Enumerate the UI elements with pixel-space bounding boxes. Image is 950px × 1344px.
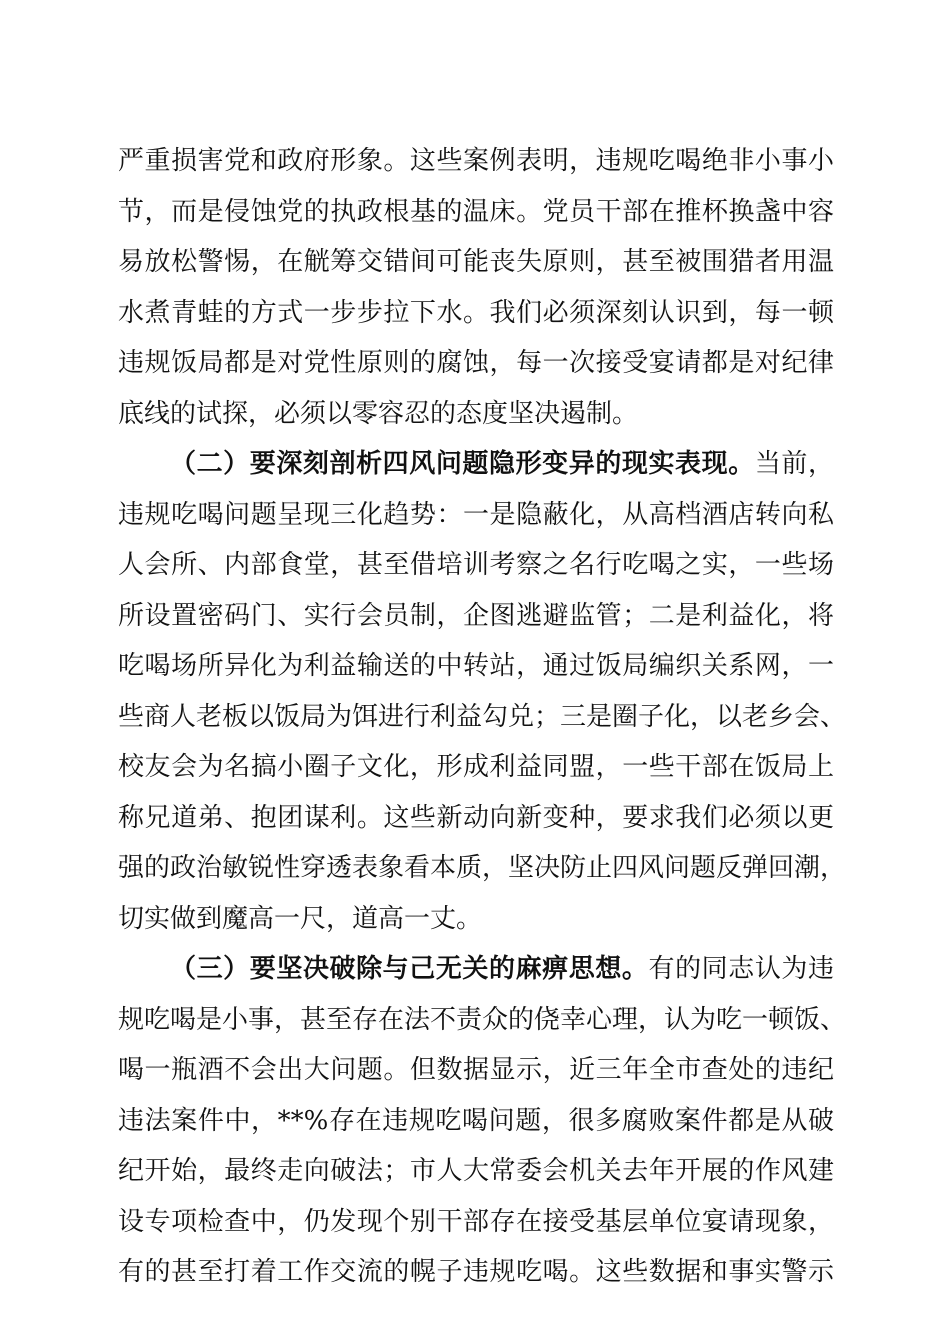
section-heading-rest: 当前， [754, 449, 834, 479]
paragraph-line: 吃喝场所异化为利益输送的中转站，通过饭局编织关系网，一 [118, 651, 834, 681]
paragraph-line: 底线的试探，必须以零容忍的态度坚决遏制。 [118, 398, 639, 429]
paragraph-line: 强的政治敏锐性穿透表象看本质，坚决防止四风问题反弹回潮， [118, 853, 847, 883]
section-heading-rest: 有的同志认为违 [648, 954, 834, 984]
paragraph-line: 违法案件中，**%存在违规吃喝问题，很多腐败案件都是从破 [118, 1105, 834, 1136]
paragraph-line: 切实做到魔高一尺，道高一丈。 [118, 903, 483, 934]
paragraph-line: 规吃喝是小事，甚至存在法不责众的侥幸心理，认为吃一顿饭、 [118, 1004, 847, 1035]
paragraph-line: 设专项检查中，仍发现个别干部存在接受基层单位宴请现象， [118, 1206, 834, 1237]
paragraph-line: 称兄道弟、抱团谋利。这些新动向新变种，要求我们必须以更 [118, 802, 834, 833]
paragraph-line: 喝一瓶酒不会出大问题。但数据显示，近三年全市查处的违纪 [118, 1055, 834, 1085]
paragraph-line: 人会所、内部食堂，甚至借培训考察之名行吃喝之实，一些场 [118, 550, 834, 580]
paragraph-line: 所设置密码门、实行会员制，企图逃避监管；二是利益化，将 [118, 600, 834, 631]
document-body [118, 136, 847, 1298]
section-heading-line [118, 439, 834, 490]
section-heading: （三）要坚决破除与己无关的麻痹思想。 [170, 954, 649, 984]
paragraph-line: 有的甚至打着工作交流的幌子违规吃喝。这些数据和事实警示 [118, 1257, 834, 1287]
paragraph-line: 违规饭局都是对党性原则的腐蚀，每一次接受宴请都是对纪律 [118, 348, 834, 378]
section-heading: （二）要深刻剖析四风问题隐形变异的现实表现。 [170, 449, 755, 479]
paragraph-line: 水煮青蛙的方式一步步拉下水。我们必须深刻认识到，每一顿 [118, 297, 834, 328]
paragraph-line: 些商人老板以饭局为饵进行利益勾兑；三是圈子化，以老乡会、 [118, 701, 847, 732]
paragraph-line: 严重损害党和政府形象。这些案例表明，违规吃喝绝非小事小 [118, 146, 834, 176]
paragraph-line: 纪开始，最终走向破法；市人大常委会机关去年开展的作风建 [118, 1156, 834, 1186]
paragraph-line: 校友会为名搞小圈子文化，形成利益同盟，一些干部在饭局上 [118, 752, 834, 782]
paragraph-line: 节，而是侵蚀党的执政根基的温床。党员干部在推杯换盏中容 [118, 196, 834, 227]
paragraph-line: 违规吃喝问题呈现三化趋势：一是隐蔽化，从高档酒店转向私 [118, 499, 834, 530]
section-heading-line [118, 944, 834, 995]
paragraph-line: 易放松警惕，在觥筹交错间可能丧失原则，甚至被围猎者用温 [118, 247, 834, 277]
